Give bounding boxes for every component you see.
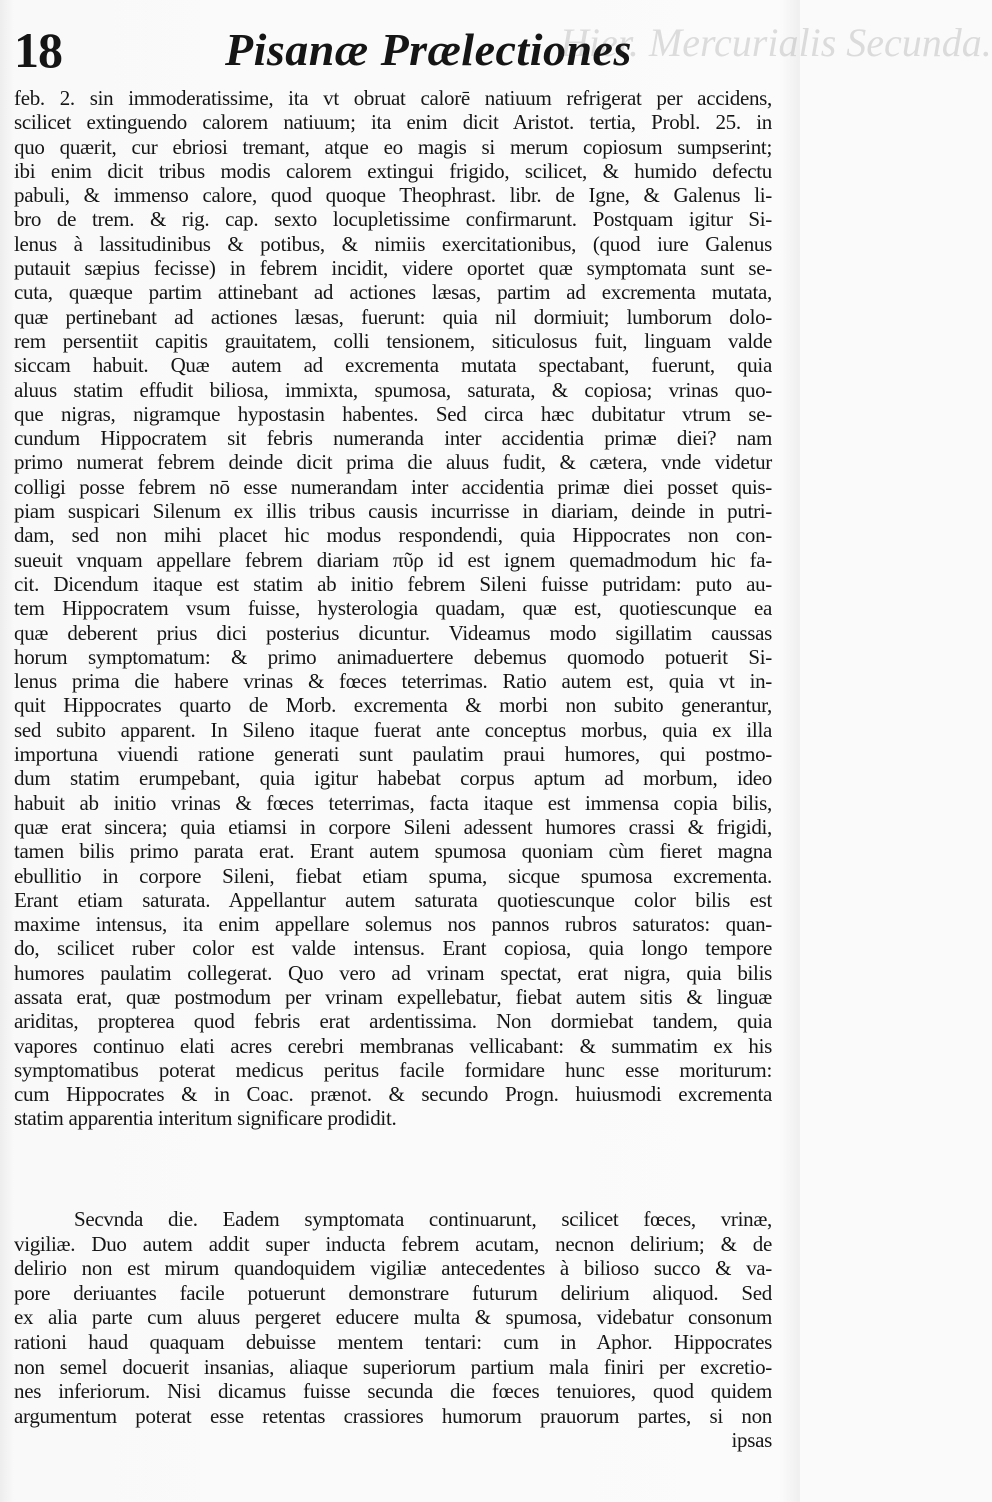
paragraph-2: [14, 1207, 772, 1453]
text-line: scilicet extinguendo calorem natiuum; ita enim dicit Aristot. tertia, Probl. 25. in: [14, 110, 772, 135]
text-line: symptomatibus poterat medicus peritus facile formidare hunc esse moriturum:: [14, 1057, 772, 1082]
text-line: cum Hippocrates & in Coac. prænot. & secundo Progn. huiusmodi excrementa: [14, 1082, 772, 1107]
text-line: rationi haud quaquam debuisse mentem tentari: cum in Aphor. Hippocrates: [14, 1329, 772, 1354]
text-line: aluus statim effudit biliosa, immixta, spumosa, saturata, & copiosa; vrinas quo-: [14, 377, 772, 402]
text-line: cundum Hippocratem sit febris numeranda inter accidentia primæ diei? nam: [14, 426, 772, 451]
text-line: assata erat, quæ postmodum per vrinam expellebatur, fiebat autem sitis & linguæ: [14, 984, 772, 1009]
text-line: statim apparentia interitum significare prodidit.: [14, 1106, 397, 1131]
text-line: vapores continuo elati acres cerebri membranas vellicabant: & summatim ex his: [14, 1033, 772, 1058]
text-line: primo numerat febrem deinde dicit prima die aluus fudit, & cætera, vnde videtur: [14, 450, 772, 475]
text-line: ebullitio in corpore Sileni, fiebat etiam spuma, sicque spumosa excrementa.: [14, 863, 772, 888]
page-header: [0, 14, 992, 80]
text-line: sed subito apparent. In Sileno itaque fuerat ante conceptus morbus, quia ex illa: [14, 717, 772, 742]
text-line: nes inferiorum. Nisi dicamus fuisse secunda die fœces tenuiores, quod quidem: [14, 1379, 772, 1404]
text-line: ex alia parte cum aluus pergeret educere multa & spumosa, videbatur consonum: [14, 1305, 772, 1330]
paragraph-1: [14, 86, 772, 1131]
text-line: do, scilicet ruber color est valde intensus. Erant copiosa, quia longo tempore: [14, 936, 772, 961]
text-line: pore deriuantes facile potuerunt demonstrare futurum delirium aliquod. Sed: [14, 1280, 772, 1305]
catchword: ipsas: [731, 1428, 772, 1453]
text-line: rem persentiit capitis grauitatem, colli tensionem, siticulosus fuit, linguam valde: [14, 328, 772, 353]
text-line: tem Hippocratem vsum fuisse, hysterologia quadam, quæ est, quotiescunque ea: [14, 596, 772, 621]
text-line: delirio non est mirum quandoquidem vigiliæ antecedentes à bilioso succo & va-: [14, 1256, 772, 1281]
text-line: tamen bilis primo parata erat. Erant autem spumosa quoniam cùm fieret magna: [14, 839, 772, 864]
text-line: quæ deberent prius dici posterius dicuntur. Videamus modo sigillatim caussas: [14, 620, 772, 645]
text-line: cuta, quæque partim attinebant ad actiones læsas, partim ad excrementa mutata,: [14, 280, 772, 305]
text-line: quit Hippocrates quarto de Morb. excrementa & morbi non subito generantur,: [14, 693, 772, 718]
text-line: siccam habuit. Quæ autem ad excrementa mutata spectabant, fuerunt, quia: [14, 353, 772, 378]
text-line: ibi enim dicit tribus modis calorem extingui frigido, scilicet, & humido defectu: [14, 158, 772, 183]
text-line: dam, sed non mihi placet hic modus respondendi, quia Hippocrates non con-: [14, 523, 772, 548]
text-line: que nigras, nigramque hypostasin habentes. Sed circa hæc dubitatur vtrum se-: [14, 401, 772, 426]
text-line: cit. Dicendum itaque est statim ab initio febrem Sileni fuisse putridam: puto au-: [14, 571, 772, 596]
text-line: pabuli, & immenso calore, quod quoque Theophrast. libr. de Igne, & Galenus li-: [14, 183, 772, 208]
text-line: dum statim erumpebant, quia igitur habebat corpus aptum ad morbum, ideo: [14, 766, 772, 791]
text-line: Erant etiam saturata. Appellantur autem saturata quotiescunque color bilis est: [14, 887, 772, 912]
running-head: Pisanæ Prælectiones: [225, 24, 632, 75]
text-line: lenus à lassitudinibus & potibus, & nimiis exercitationibus, (quod iure Galenus: [14, 231, 772, 256]
text-line: ariditas, propterea quod febris erat ardentissima. Non dormiebat tandem, quia: [14, 1009, 772, 1034]
section-opening-line: Secvnda die. Eadem symptomata continuarunt, scilicet fœces, vrinæ,: [74, 1207, 772, 1231]
text-line: vigiliæ. Duo autem addit super inducta febrem acutam, necnon delirium; & de: [14, 1231, 772, 1256]
text-line: lenus prima die habere vrinas & fœces teterrimas. Ratio autem est, quia vt in-: [14, 669, 772, 694]
text-line: non semel docuerit insanias, aliaque superiorum partium mala finiri per excretio-: [14, 1354, 772, 1379]
text-line: bro de trem. & rig. cap. sexto locupletissime confirmarunt. Postquam igitur Si-: [14, 207, 772, 232]
text-line: sueuit vnquam appellare febrem diariam πῦρ id est ignem quemadmodum hic fa-: [14, 547, 772, 572]
text-line: importuna viuendi ratione generati sunt paulatim praui humores, qui postmo-: [14, 742, 772, 767]
text-line: humores paulatim collegerat. Quo vero ad vrinam spectat, erat nigra, quia bilis: [14, 960, 772, 985]
bleed-through-text: Hier. Mercurialis Secunda.: [560, 20, 992, 65]
text-line: quo quærit, cur ebriosi tremant, atque eo magis si merum copiosum sumpserint;: [14, 134, 772, 159]
text-line: argumentum poterat esse retentas crassiores humorum prauorum partes, si non: [14, 1403, 772, 1428]
text-line: putauit sæpius fecisse) in febrem incidit, videre oportet quæ symptomata sunt se-: [14, 256, 772, 281]
text-line: quæ pertinebant ad actiones læsas, fuerunt: quia nil dormiuit; lumborum dolo-: [14, 304, 772, 329]
text-line: colligi posse febrem nō esse numerandam inter accidentia primæ diei posset quis-: [14, 474, 772, 499]
text-line: piam suspicari Silenum ex illis tribus causis incurrisse in diariam, deinde in putri-: [14, 499, 772, 524]
text-line: horum symptomatum: & primo animaduertere debemus quomodo potuerit Si-: [14, 644, 772, 669]
page-number: 18: [14, 22, 62, 78]
text-line: habuit ab initio vrinas & fœces teterrimas, facta itaque est immensa copia bilis,: [14, 790, 772, 815]
text-line: maxime intensus, ita enim appellare solemus nos pannos rubros saturatos: quan-: [14, 912, 772, 937]
text-line: feb. 2. sin immoderatissime, ita vt obruat calorē natiuum refrigerat per accidens,: [14, 86, 772, 110]
text-line: quæ erat sincera; quia etiamsi in corpore Sileni adessent humores crassi & frigidi,: [14, 814, 772, 839]
